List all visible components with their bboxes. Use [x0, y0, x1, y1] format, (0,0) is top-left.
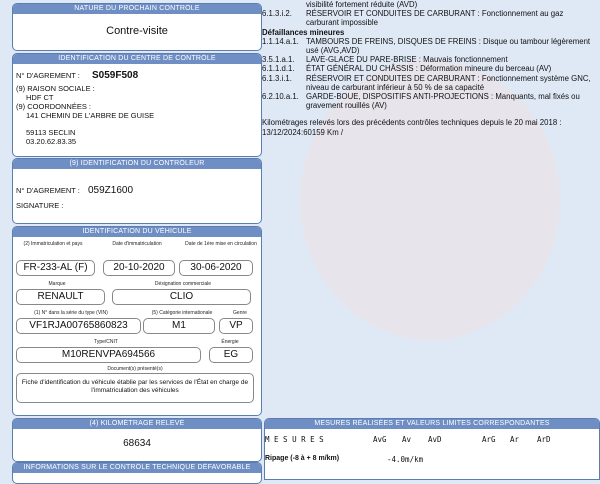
serie-field: VF1RJA00765860823	[16, 318, 141, 334]
centre-phone: 03.20.62.83.35	[26, 137, 77, 146]
genre-field: VP	[219, 318, 253, 334]
col-arg: ArG	[482, 435, 496, 444]
defect-row-top-0	[262, 9, 598, 27]
energie-caption: Énergie	[221, 339, 239, 345]
defect-desc: GARDE-BOUE, DISPOSITIFS ANTI-PROJECTIONS : Manquants, mal fixés ou gravement rouillés (AV)	[306, 92, 580, 111]
centre-raison-value: HDF CT	[26, 93, 54, 102]
defect-row-minor-2	[262, 64, 598, 73]
defect-row-minor-0	[262, 37, 598, 55]
kilometrage-box	[12, 418, 262, 462]
centre-city: 59113 SECLIN	[26, 128, 76, 137]
mineures-title: Défaillances mineures	[262, 27, 345, 37]
centre-agrement-label: N° D'AGREMENT :	[16, 71, 80, 80]
date-immat-field: 20-10-2020	[103, 260, 175, 276]
defect-row-minor-4	[262, 92, 598, 110]
bottom-info-box	[12, 462, 262, 484]
immat-field: FR-233-AL (F)	[16, 260, 95, 276]
defect-row-minor-1	[262, 55, 598, 64]
mesures-box	[264, 418, 600, 480]
ripage-label: Ripage (-8 à + 8 m/km)	[265, 455, 340, 462]
col-av: Av	[402, 435, 412, 444]
controleur-signature-label: SIGNATURE :	[16, 201, 64, 210]
designation-caption: Désignation commerciale	[154, 281, 212, 287]
categorie-field: M1	[143, 318, 215, 334]
col-avd: AvD	[428, 435, 442, 444]
col-ard: ArD	[537, 435, 551, 444]
defect-code: 6.1.3.i.1.	[262, 73, 292, 83]
controleur-agrement-label: N° D'AGREMENT :	[16, 186, 80, 195]
documents-caption: Document(s) présenté(s)	[107, 366, 163, 372]
immat-caption: (2) Immatriculation et pays	[23, 241, 83, 247]
defect-code: 6.1.3.i.2.	[262, 9, 292, 19]
nature-header: NATURE DU PROCHAIN CONTRÔLE	[13, 4, 261, 14]
centre-coord-label: (9) COORDONNÉES :	[16, 102, 92, 111]
date-premiere-caption: Date de 1ère mise en circulation	[185, 241, 257, 247]
date-immat-caption: Date d'immatriculation	[112, 241, 162, 247]
controleur-header: (9) IDENTIFICATION DU CONTRÔLEUR	[13, 159, 261, 169]
marque-field: RENAULT	[16, 289, 105, 305]
mesures-header: MESURES RÉALISÉES ET VALEURS LIMITES CORRESPONDANTES	[265, 419, 599, 429]
type-caption: Type/CNIT	[94, 339, 118, 345]
centre-header: IDENTIFICATION DU CENTRE DE CONTRÔLE	[13, 54, 261, 64]
kilometrage-value: 68634	[123, 438, 151, 449]
defect-code: 3.5.1.a.1.	[262, 55, 295, 65]
nature-box	[12, 3, 262, 51]
ripage-value: -4.0m/km	[387, 455, 424, 464]
nature-value: Contre-visite	[106, 25, 168, 37]
defect-row-minor-3	[262, 74, 598, 92]
bottom-info-header: INFORMATIONS SUR LE CONTRÔLE TECHNIQUE DÉFAVORABLE	[13, 463, 261, 473]
defect-desc: LAVE-GLACE DU PARE-BRISE : Mauvais fonctionnement	[306, 55, 508, 65]
energie-field: EG	[209, 347, 253, 363]
genre-caption: Genre	[233, 310, 247, 316]
defect-line-continued: visibilité fortement réduite (AVD)	[306, 0, 418, 9]
centre-address: 141 CHEMIN DE L'ARBRE DE GUISE	[26, 111, 155, 120]
date-premiere-field: 30-06-2020	[179, 260, 253, 276]
mesures-title: M E S U R E S	[265, 435, 324, 444]
col-avg: AvG	[373, 435, 387, 444]
defect-desc: TAMBOURS DE FREINS, DISQUES DE FREINS : Disque ou tambour légèrement usé (AVG,AVD)	[306, 36, 591, 56]
vehicule-header: IDENTIFICATION DU VÉHICULE	[13, 227, 261, 237]
type-field: M10RENVPA694566	[16, 347, 201, 363]
defect-code: 6.2.10.a.1.	[262, 92, 299, 102]
defect-code: 6.1.1.d.1.	[262, 64, 295, 74]
col-ar: Ar	[510, 435, 520, 444]
defect-code: 1.1.14.a.1.	[262, 36, 299, 46]
defect-desc: RÉSERVOIR ET CONDUITES DE CARBURANT : Fonctionnement au gaz carburant impossible	[306, 9, 564, 28]
controleur-box	[12, 158, 262, 224]
marque-caption: Marque	[48, 281, 66, 287]
serie-caption: (1) N° dans la série du type (VIN)	[34, 310, 108, 316]
defect-desc: ÉTAT GÉNÉRAL DU CHÂSSIS : Déformation mineure du berceau (AV)	[306, 64, 552, 74]
documents-field: Fiche d'identification du véhicule établie par les services de l'État en charge de l'immatriculation des véhicules	[16, 373, 254, 403]
kilometrage-header: (4) KILOMÉTRAGE RELEVÉ	[13, 419, 261, 429]
defects-panel	[262, 0, 598, 137]
categorie-caption: (5) Catégorie internationale	[151, 310, 213, 316]
designation-field: CLIO	[112, 289, 251, 305]
centre-box	[12, 53, 262, 157]
controleur-agrement-value: 059Z1600	[87, 185, 134, 196]
defect-desc: RÉSERVOIR ET CONDUITES DE CARBURANT : Fonctionnement système GNC, niveau de carburant inférieur à 50 % de sa capacité	[306, 73, 591, 92]
vehicule-box	[12, 226, 262, 416]
centre-raison-label: (9) RAISON SOCIALE :	[16, 84, 95, 93]
centre-agrement-value: S059F508	[91, 70, 139, 81]
km-history-note: Kilométrages relevés lors des précédents contrôles techniques depuis le 20 mai 2018 : 13/12/2024:60159 Km /	[262, 118, 562, 137]
